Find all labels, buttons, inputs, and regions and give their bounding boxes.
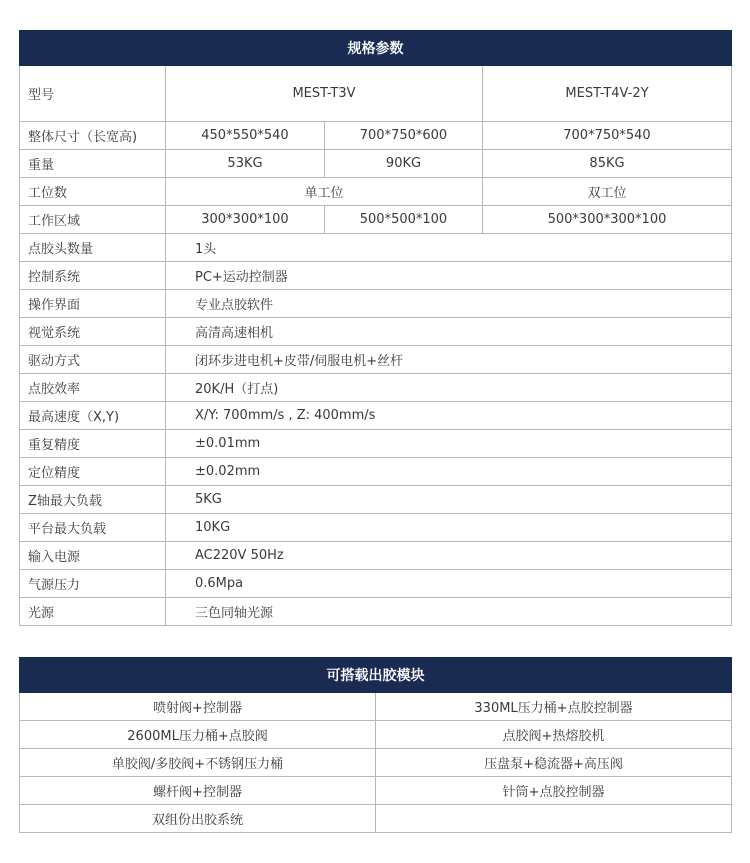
spec-value: 90KG [325, 150, 483, 178]
spec-value: 三色同轴光源 [166, 598, 732, 626]
spec-value: 500*500*100 [325, 206, 483, 234]
module-row [20, 805, 732, 833]
spec-value: PC+运动控制器 [166, 262, 732, 290]
module-item: 330ML压力桶+点胶控制器 [376, 693, 732, 721]
spec-label: 定位精度 [20, 458, 166, 486]
spec-row [20, 458, 732, 486]
spec-value: 700*750*600 [325, 122, 483, 150]
spec-value: 450*550*540 [166, 122, 325, 150]
spec-value: 专业点胶软件 [166, 290, 732, 318]
spec-title: 规格参数 [20, 31, 732, 66]
spec-row [20, 234, 732, 262]
module-item: 2600ML压力桶+点胶阀 [20, 721, 376, 749]
spec-value: 单工位 [166, 178, 483, 206]
spec-row [20, 374, 732, 402]
model-b: MEST-T4V-2Y [483, 66, 732, 122]
spec-value: 闭环步进电机+皮带/伺服电机+丝杆 [166, 346, 732, 374]
module-row [20, 749, 732, 777]
spec-label: 光源 [20, 598, 166, 626]
spec-row [20, 150, 732, 178]
module-item: 螺杆阀+控制器 [20, 777, 376, 805]
spec-value: 双工位 [483, 178, 732, 206]
spec-row [20, 570, 732, 598]
spec-row [20, 178, 732, 206]
spec-row [20, 598, 732, 626]
spec-table [19, 30, 732, 626]
spec-label: 最高速度（X,Y) [20, 402, 166, 430]
model-label: 型号 [20, 66, 166, 122]
spec-row [20, 402, 732, 430]
spec-value: ±0.02mm [166, 458, 732, 486]
spec-value: 500*300*300*100 [483, 206, 732, 234]
spec-row [20, 318, 732, 346]
spec-label: 控制系统 [20, 262, 166, 290]
module-item: 单胶阀/多胶阀+不锈钢压力桶 [20, 749, 376, 777]
spec-value: 0.6Mpa [166, 570, 732, 598]
module-row [20, 777, 732, 805]
modules-table [19, 657, 732, 833]
spec-label: Z轴最大负载 [20, 486, 166, 514]
spec-label: 驱动方式 [20, 346, 166, 374]
spec-value: 700*750*540 [483, 122, 732, 150]
spec-value: 300*300*100 [166, 206, 325, 234]
spec-value: 5KG [166, 486, 732, 514]
module-item: 点胶阀+热熔胶机 [376, 721, 732, 749]
spec-label: 平台最大负载 [20, 514, 166, 542]
spec-label: 工位数 [20, 178, 166, 206]
module-item: 针筒+点胶控制器 [376, 777, 732, 805]
spec-row [20, 206, 732, 234]
spec-value: 53KG [166, 150, 325, 178]
spec-label: 重量 [20, 150, 166, 178]
spec-row [20, 542, 732, 570]
spec-value: ±0.01mm [166, 430, 732, 458]
spec-row [20, 122, 732, 150]
spec-value: 高清高速相机 [166, 318, 732, 346]
spec-label: 点胶效率 [20, 374, 166, 402]
spec-row [20, 486, 732, 514]
module-row [20, 721, 732, 749]
module-item: 压盘泵+稳流器+高压阀 [376, 749, 732, 777]
spec-row [20, 430, 732, 458]
spec-label: 工作区域 [20, 206, 166, 234]
spec-label: 点胶头数量 [20, 234, 166, 262]
spec-label: 输入电源 [20, 542, 166, 570]
spec-label: 重复精度 [20, 430, 166, 458]
spec-value: 20K/H（打点) [166, 374, 732, 402]
module-item [376, 805, 732, 833]
spec-label: 操作界面 [20, 290, 166, 318]
spec-row [20, 514, 732, 542]
spec-row [20, 346, 732, 374]
module-item: 双组份出胶系统 [20, 805, 376, 833]
module-row [20, 693, 732, 721]
spec-value: 10KG [166, 514, 732, 542]
modules-title: 可搭载出胶模块 [20, 658, 732, 693]
spec-label: 气源压力 [20, 570, 166, 598]
spec-label: 整体尺寸（长宽高) [20, 122, 166, 150]
spec-value: 1头 [166, 234, 732, 262]
spec-label: 视觉系统 [20, 318, 166, 346]
model-a: MEST-T3V [166, 66, 483, 122]
module-item: 喷射阀+控制器 [20, 693, 376, 721]
spec-row [20, 262, 732, 290]
spec-value: AC220V 50Hz [166, 542, 732, 570]
spec-value: 85KG [483, 150, 732, 178]
spec-row [20, 290, 732, 318]
spec-value: X/Y: 700mm/s , Z: 400mm/s [166, 402, 732, 430]
